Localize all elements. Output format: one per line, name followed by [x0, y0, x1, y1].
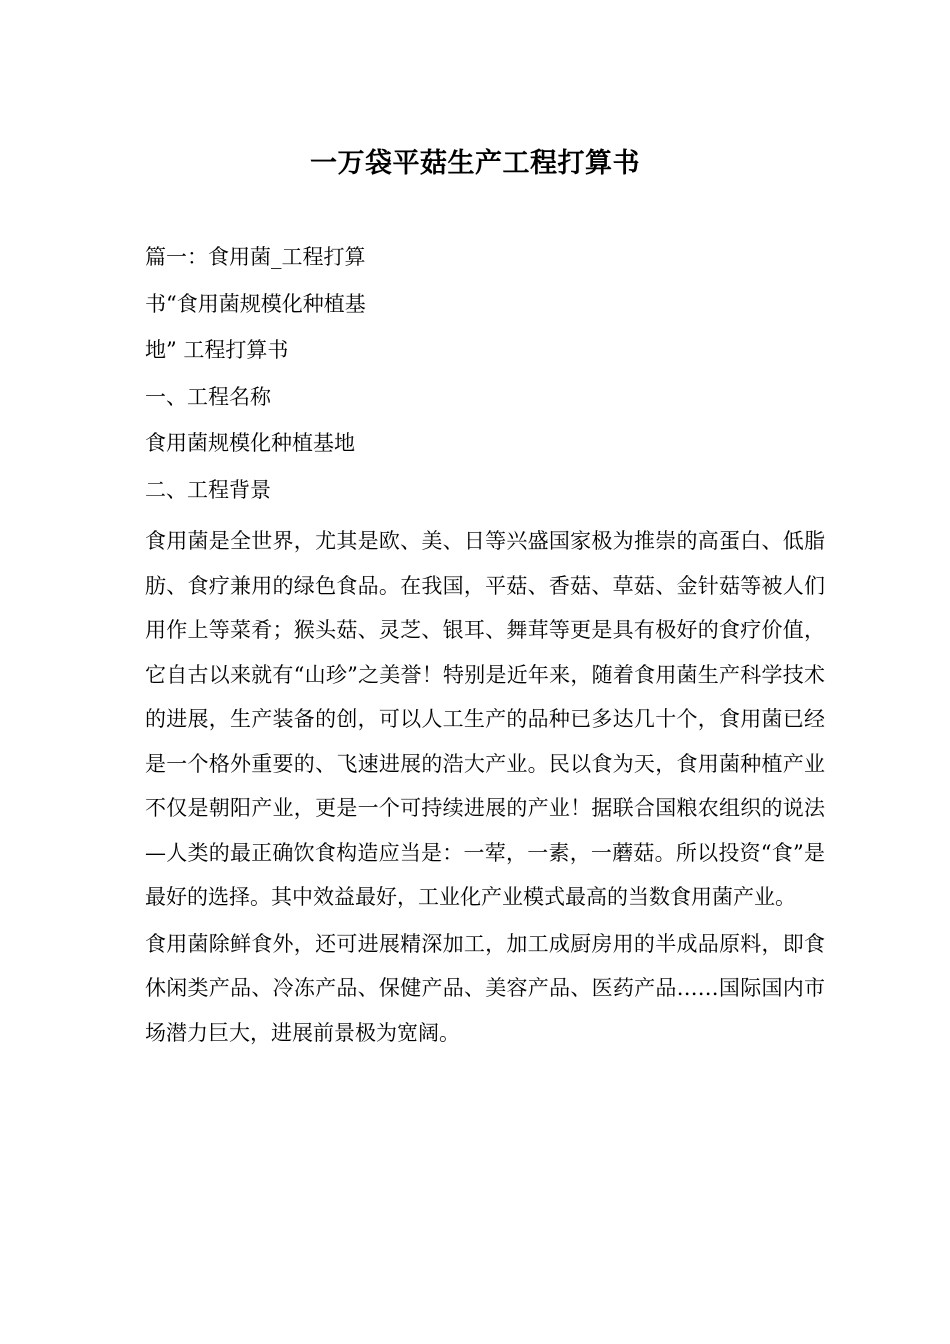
document-title: 一万袋平菇生产工程打算书	[310, 148, 640, 179]
text-line: 食用菌规模化种植基地	[145, 431, 355, 455]
body-paragraph: 食用菌是全世界，尤其是欧、美、日等兴盛国家极为推崇的高蛋白、低脂肪、食疗兼用的绿色食品。在我国，平菇、香菇、草菇、金针菇等被人们用作上等菜肴；猴头菇、灵芝、银耳、舞茸等更是具有极好的食疗价值，它自古以来就有“山珍”之美誉！特别是近年来，随着食用菌生产科学技术的进展，生产装备的创，可以人工生产的品种已多达几十个，食用菌已经是一个格外重要的、飞速进展的浩大产业。民以食为天，食用菌种植产业不仅是朝阳产业，更是一个可持续进展的产业！据联合国粮农组织的说法—人类的最正确饮食构造应当是：一荤，一素，一蘑菇。所以投资“食”是最好的选择。其中效益最好，工业化产业模式最高的当数食用菌产业。	[145, 529, 825, 909]
body-paragraph: 食用菌除鲜食外，还可进展精深加工，加工成厨房用的半成品原料，即食休闲类产品、冷冻产品、保健产品、美容产品、医药产品……国际国内市场潜力巨大，进展前景极为宽阔。	[145, 931, 825, 1045]
document-body	[145, 240, 825, 1055]
section-heading: 二、工程背景	[145, 477, 271, 502]
text-line: 地” 工程打算书	[145, 338, 289, 362]
text-line: 书“食用菌规模化种植基	[145, 291, 366, 316]
section-heading: 一、工程名称	[145, 384, 271, 409]
text-line: 篇一：食用菌_工程打算	[145, 245, 366, 269]
